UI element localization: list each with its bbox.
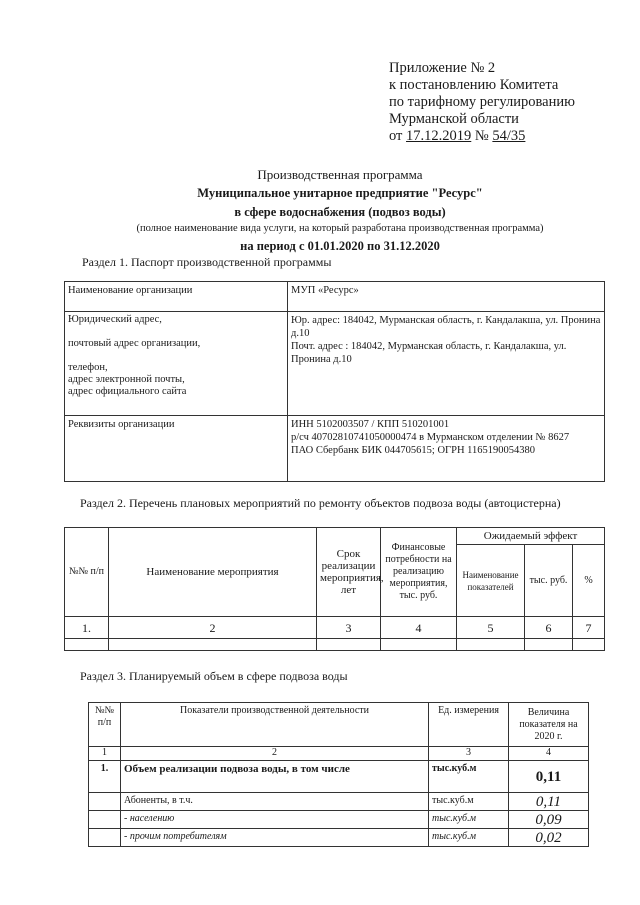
row-unit: тыс.куб.м <box>429 761 509 793</box>
col-number: 1. <box>65 617 109 639</box>
row-num <box>89 811 121 829</box>
header-effect: Ожидаемый эффект <box>457 528 605 545</box>
header-indicator: Наименование показателей <box>457 545 525 617</box>
table-row <box>65 416 605 482</box>
row-name: - прочим потребителям <box>121 829 429 847</box>
program-period: на период с 01.01.2020 по 31.12.2020 <box>240 239 440 253</box>
row-name: - населению <box>121 811 429 829</box>
col-number: 4 <box>509 747 589 761</box>
header-num: №№ п/п <box>89 703 121 747</box>
col-number: 4 <box>381 617 457 639</box>
header-percent: % <box>573 545 605 617</box>
table-row <box>65 312 605 416</box>
appendix-number: 54/35 <box>492 128 526 144</box>
passport-label: Реквизиты организации <box>65 416 288 482</box>
table-row <box>89 811 589 829</box>
passport-label: Наименование организации <box>65 282 288 312</box>
col-number: 3 <box>317 617 381 639</box>
volume-table <box>88 702 589 847</box>
program-title: Производственная программа <box>257 167 423 182</box>
service-note: (полное наименование вида услуги, на который разработана производственная программа) <box>136 223 544 234</box>
col-number: 7 <box>573 617 605 639</box>
col-number: 2 <box>109 617 317 639</box>
row-value: 0,02 <box>509 829 589 847</box>
section1-title: Раздел 1. Паспорт производственной программы <box>82 255 332 269</box>
table-row <box>65 617 605 639</box>
row-value: 0,11 <box>509 793 589 811</box>
row-unit: тыс.куб.м <box>429 793 509 811</box>
table-row <box>65 528 605 545</box>
appendix-date: 17.12.2019 <box>406 128 472 144</box>
table-row <box>89 761 589 793</box>
measures-table <box>64 527 605 651</box>
row-name: Объем реализации подвоза воды, в том числе <box>121 761 429 793</box>
row-num: 1. <box>89 761 121 793</box>
row-value: 0,11 <box>509 761 589 793</box>
appendix-line-4: Мурманской области <box>389 111 519 127</box>
table-row <box>89 793 589 811</box>
row-value: 0,09 <box>509 811 589 829</box>
col-number: 5 <box>457 617 525 639</box>
row-num <box>89 793 121 811</box>
header-unit: Ед. измерения <box>429 703 509 747</box>
header-term: Срок реализации мероприятия, лет <box>317 528 381 617</box>
appendix-line-3: по тарифному регулированию <box>389 94 575 110</box>
table-row <box>65 282 605 312</box>
col-number: 6 <box>525 617 573 639</box>
header-indicator: Показатели производственной деятельности <box>121 703 429 747</box>
table-row <box>65 639 605 651</box>
passport-value: ИНН 5102003507 / КПП 510201001 р/сч 40702810741050000474 в Мурманском отделении № 8627 ПАО Сбербанк БИК 044705615; ОГРН 1165190054380 <box>288 416 605 482</box>
passport-table <box>64 281 605 482</box>
col-number: 3 <box>429 747 509 761</box>
row-unit: тыс.куб.м <box>429 811 509 829</box>
section3-title: Раздел 3. Планируемый объем в сфере подвоза воды <box>80 669 348 683</box>
row-name: Абоненты, в т.ч. <box>121 793 429 811</box>
row-unit: тыс.куб.м <box>429 829 509 847</box>
header-value: Величина показателя на 2020 г. <box>509 703 589 747</box>
table-row <box>89 703 589 747</box>
table-row <box>89 829 589 847</box>
appendix-date-line <box>389 128 575 145</box>
appendix-line-2: к постановлению Комитета <box>389 77 559 93</box>
header-name: Наименование мероприятия <box>109 528 317 617</box>
passport-label: Юридический адрес, почтовый адрес организации, телефон, адрес электронной почты, адрес официального сайта <box>65 312 288 416</box>
header-num: №№ п/п <box>65 528 109 617</box>
header-thousand: тыс. руб. <box>525 545 573 617</box>
col-number: 2 <box>121 747 429 761</box>
section2-title: Раздел 2. Перечень плановых мероприятий по ремонту объектов подвоза воды (автоцистерна) <box>80 496 561 510</box>
passport-value: Юр. адрес: 184042, Мурманская область, г. Кандалакша, ул. Пронина д.10 Почт. адрес : 184042, Мурманская область, г. Кандалакша, ул. Пронина д.10 <box>288 312 605 416</box>
row-num <box>89 829 121 847</box>
header-finance: Финансовые потребности на реализацию мероприятия, тыс. руб. <box>381 528 457 617</box>
appendix-block <box>389 60 575 145</box>
table-row <box>89 747 589 761</box>
date-prefix: от <box>389 128 403 144</box>
service-sphere: в сфере водоснабжения (подвоз воды) <box>234 205 446 219</box>
passport-value: МУП «Ресурс» <box>288 282 605 312</box>
appendix-line-1: Приложение № 2 <box>389 60 496 76</box>
col-number: 1 <box>89 747 121 761</box>
organization-name: Муниципальное унитарное предприятие "Ресурс" <box>197 186 483 200</box>
number-prefix: № <box>474 128 489 144</box>
